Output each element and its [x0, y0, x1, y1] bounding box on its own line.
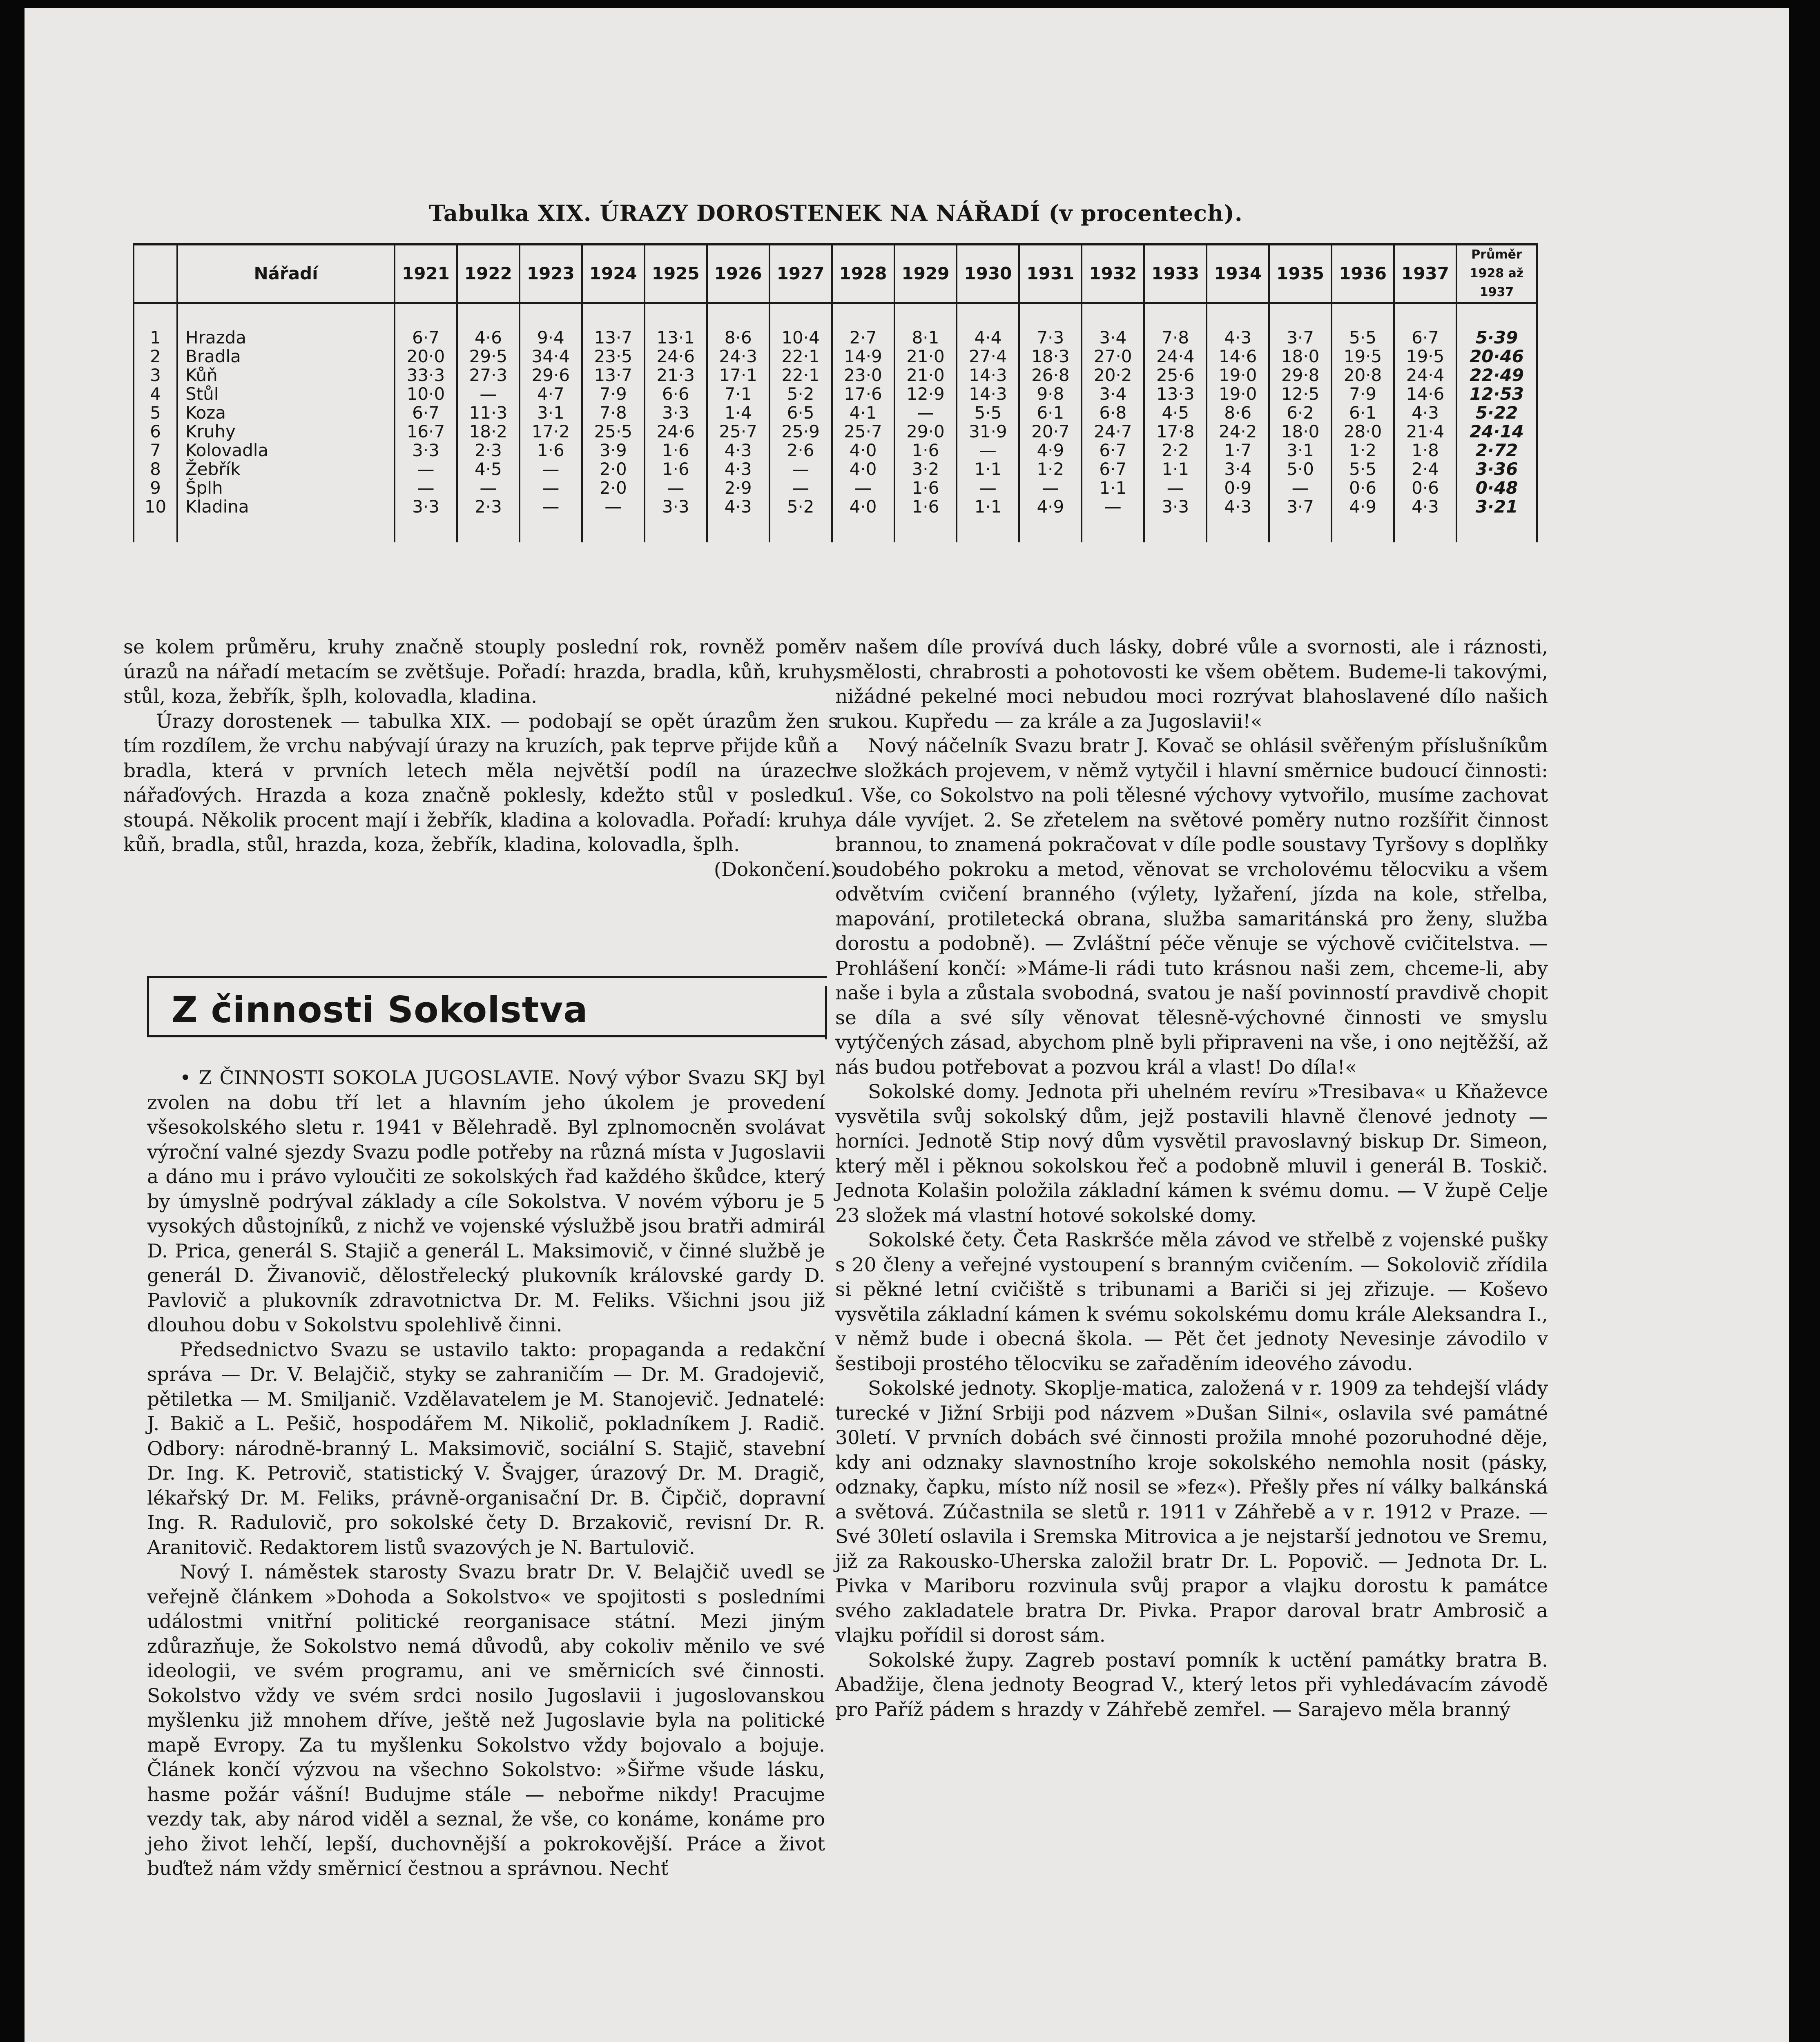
value-cell: 29·0 — [894, 422, 957, 441]
value-cell: 4·9 — [1332, 497, 1394, 542]
value-cell: 2·2 — [1144, 441, 1207, 460]
value-cell: 17·8 — [1144, 422, 1207, 441]
table-row — [134, 403, 1537, 422]
table-row — [134, 366, 1537, 385]
header-index — [134, 244, 177, 303]
value-cell: 20·7 — [1019, 422, 1082, 441]
paragraph: Sokolské jednoty. Skoplje-matica, založená v r. 1909 za tehdejší vlády turecké v Jižní Srbiji pod názvem »Dušan Silni«, oslavila své památné 30letí. V prvních dobách své činnosti prožila mnohé pozoruhodné děje, kdy ani odznaky slavnostního kroje sokolského nemohla nosit (pásky, odznaky, čapku, místo níž nosil se »fez«). Přešly přes ní války balkánská a světová. Zúčastnila se sletů r. 1911 v Záhřebě a v r. 1912 v Praze. — Své 30letí oslavila i Sremska Mitrovica a je nejstarší jednotou ve Sremu, již za Rakousko-Uherska založil bratr Dr. L. Popovič. — Jednota Dr. L. Pivka v Mariboru rozvinula svůj prapor a vlajku dorostu k památce svého zakladatele bratra Dr. Pivka. Prapor daroval bratr Ambrosič a vlajku pořídil si dorost sám. — [835, 1377, 1548, 1647]
value-cell: 4·3 — [1394, 403, 1456, 422]
value-cell: 29·8 — [1269, 366, 1332, 385]
section-heading-text: Z činnosti Sokolstva — [172, 989, 588, 1031]
value-cell: 6·1 — [1332, 403, 1394, 422]
value-cell: 24·4 — [1394, 366, 1456, 385]
value-cell: 6·7 — [395, 403, 457, 422]
value-cell: 4·3 — [1207, 497, 1269, 542]
value-cell: 4·9 — [1019, 497, 1082, 542]
value-cell: 17·1 — [707, 366, 769, 385]
value-cell: 4·3 — [1207, 303, 1269, 348]
value-cell: 13·7 — [582, 366, 645, 385]
value-cell: 2·3 — [457, 497, 520, 542]
value-cell: 1·6 — [894, 497, 957, 542]
value-cell: 17·6 — [832, 385, 894, 403]
value-cell: 4·0 — [832, 460, 894, 479]
table-caption: Tabulka XIX. ÚRAZY DOROSTENEK NA NÁŘADÍ (v procentech). — [429, 200, 1243, 226]
value-cell: 25·7 — [832, 422, 894, 441]
paragraph: Sokolské župy. Zagreb postaví pomník k uctění památky bratra B. Abadžije, člena jednoty Beograd V., který letos při vyhledávacím závodě pro Paříž pádem s hrazdy v Záhřebě zemřel. — Sarajevo měla branný — [835, 1649, 1548, 1721]
paragraph: Nový I. náměstek starosty Svazu bratr Dr. V. Belajčič uvedl se veřejně článkem »Dohoda a Sokolstvo« ve spojitosti s posledními událostmi vnitřní politické reorganisace státní. Mezi jiným zdůrazňuje, že Sokolstvo nemá důvodů, aby cokoliv měnilo ve své ideologii, ve svém programu, ani ve směrnicích své činnosti. Sokolstvo vždy ve svém srdci nosilo Jugoslavii i jugoslovanskou myšlenku již mnohem dříve, ještě než Jugoslavie byla na politické mapě Evropy. Za tu myšlenku Sokolstvo vždy bojovalo a bojuje. Článek končí výzvou na všechno Sokolstvo: »Šiřme všude lásku, hasme požár vášní! Budujme stále — nebořme nikdy! Pracujme vezdy tak, aby národ viděl a seznal, že vše, co konáme, konáme pro jeho život lehčí, lepší, duchovnější a pokrokovější. Práce a život buďtež nám vždy směrnicí čestnou a správnou. Nechť — [147, 1561, 825, 1880]
value-cell: 1·1 — [957, 497, 1019, 542]
value-cell: 7·9 — [582, 385, 645, 403]
header-year: 1928 — [832, 244, 894, 303]
value-cell: 4·9 — [1019, 441, 1082, 460]
value-cell: 4·3 — [707, 497, 769, 542]
value-cell: 4·7 — [520, 385, 582, 403]
paragraph: se kolem průměru, kruhy značně stouply poslední rok, rovněž poměr úrazů na nářadí metacím se zvětšuje. Pořadí: hrazda, bradla, kůň, kruhy, stůl, koza, žebřík, šplh, kolovadla, kladina. — [123, 636, 838, 708]
value-cell: — — [832, 479, 894, 497]
value-cell: 3·7 — [1269, 303, 1332, 348]
average-cell: 22·49 — [1456, 366, 1537, 385]
value-cell: — — [520, 479, 582, 497]
row-index: 2 — [134, 347, 177, 366]
value-cell: 6·7 — [1082, 460, 1144, 479]
table-row — [134, 441, 1537, 460]
value-cell: 3·3 — [1144, 497, 1207, 542]
value-cell: 24·6 — [645, 347, 707, 366]
value-cell: 1·6 — [645, 460, 707, 479]
value-cell: 0·6 — [1332, 479, 1394, 497]
header-average: Průměr 1928 až 1937 — [1456, 244, 1537, 303]
value-cell: 10·0 — [395, 385, 457, 403]
apparatus-name: Kolovadla — [177, 441, 395, 460]
value-cell: — — [957, 441, 1019, 460]
value-cell: 8·1 — [894, 303, 957, 348]
value-cell: 1·6 — [894, 441, 957, 460]
value-cell: 26·8 — [1019, 366, 1082, 385]
paragraph: Předsednictvo Svazu se ustavilo takto: propaganda a redakční správa — Dr. V. Belajčič, styky se zahraničím — Dr. M. Gradojevič, pětiletka — M. Smiljanič. Vzdělavatelem je M. Stanojevič. Jednatelé: J. Bakič a L. Pešič, hospodářem M. Nikolič, pokladníkem J. Radič. Odbory: národně-branný L. Maksimovič, sociální S. Stajič, stavební Dr. Ing. K. Petrovič, statistický V. Švajger, úrazový Dr. M. Dragič, lékařský Dr. M. Feliks, právně-organisační Dr. B. Čipčič, dopravní Ing. R. Radulovič, pro sokolské čety D. Brzakovič, revisní Dr. R. Aranitovič. Redaktorem listů svazových je N. Bartulovič. — [147, 1338, 825, 1559]
value-cell: 3·4 — [1207, 460, 1269, 479]
header-year: 1936 — [1332, 244, 1394, 303]
left-column-bottom — [147, 1066, 825, 1881]
value-cell: 11·3 — [457, 403, 520, 422]
table-body — [134, 303, 1537, 543]
value-cell: — — [1144, 479, 1207, 497]
value-cell: 24·4 — [1144, 347, 1207, 366]
value-cell: 5·2 — [769, 385, 832, 403]
value-cell: 4·1 — [832, 403, 894, 422]
header-year: 1927 — [769, 244, 832, 303]
value-cell: 1·1 — [1082, 479, 1144, 497]
apparatus-name: Stůl — [177, 385, 395, 403]
value-cell: 21·3 — [645, 366, 707, 385]
injury-table — [133, 243, 1538, 542]
value-cell: 5·2 — [769, 497, 832, 542]
apparatus-name: Šplh — [177, 479, 395, 497]
apparatus-name: Kladina — [177, 497, 395, 542]
value-cell: 5·5 — [957, 403, 1019, 422]
value-cell: 19·5 — [1394, 347, 1456, 366]
value-cell: — — [520, 460, 582, 479]
continuation-note: (Dokončení.) — [714, 858, 838, 881]
value-cell: 6·7 — [1394, 303, 1456, 348]
value-cell: 3·3 — [645, 497, 707, 542]
value-cell: — — [582, 497, 645, 542]
value-cell: 19·0 — [1207, 366, 1269, 385]
row-index: 6 — [134, 422, 177, 441]
value-cell: 29·5 — [457, 347, 520, 366]
value-cell: 4·0 — [832, 497, 894, 542]
value-cell: 1·4 — [707, 403, 769, 422]
header-year: 1921 — [395, 244, 457, 303]
value-cell: 7·8 — [1144, 303, 1207, 348]
paragraph: Sokolské čety. Četa Raskršće měla závod ve střelbě z vojenské pušky s 20 členy a veřejné vystoupení s branným cvičením. — Sokolovič zřídila si pěkné letní cvičiště s tribunami a Bariči si jej zřizuje. — Koševo vysvětila základní kámen k svému sokolskému domu krále Aleksandra I., v němž bude i obecná škola. — Pět čet jednoty Nevesinje závodilo v šestiboji prostého tělocviku se zařaděním ideového závodu. — [835, 1229, 1548, 1375]
value-cell: 3·1 — [520, 403, 582, 422]
value-cell: 14·9 — [832, 347, 894, 366]
value-cell: 4·5 — [1144, 403, 1207, 422]
paragraph: v našem díle provívá duch lásky, dobré vůle a svornosti, ale i ráznosti, smělosti, chrabrosti a pohotovosti ke všem obětem. Budeme-li takovými, nižádné pekelné moci nebudou moci rozrývat blahoslavené dílo našich rukou. Kupředu — za krále a za Jugoslavii!« — [835, 636, 1548, 733]
value-cell: 1·8 — [1394, 441, 1456, 460]
value-cell: — — [769, 479, 832, 497]
value-cell: 21·4 — [1394, 422, 1456, 441]
value-cell: 20·0 — [395, 347, 457, 366]
table-row — [134, 385, 1537, 403]
value-cell: — — [1082, 497, 1144, 542]
value-cell: 1·1 — [1144, 460, 1207, 479]
value-cell: 3·3 — [395, 441, 457, 460]
table-row — [134, 422, 1537, 441]
header-year: 1924 — [582, 244, 645, 303]
value-cell: — — [520, 497, 582, 542]
value-cell: 22·1 — [769, 347, 832, 366]
value-cell: 24·7 — [1082, 422, 1144, 441]
value-cell: — — [957, 479, 1019, 497]
paragraph: Nový náčelník Svazu bratr J. Kovač se ohlásil svěřeným příslušníkům ve složkách projevem, v němž vytyčil i hlavní směrnice budoucí činnosti: 1. Vše, co Sokolstvo na poli tělesné výchovy vytvořilo, musíme zachovat a dále vyvíjet. 2. Se zřetelem na světové poměry nutno rozšířit činnost brannou, to znamená pokračovat v díle podle soustavy Tyršovy s doplňky soudobého pokroku a metod, věnovat se vrcholovému tělocviku a všem odvětvím cvičení branného (výlety, lyžaření, jízda na kole, střelba, mapování, protiletecká obrana, služba samaritánská pro ženy, služba dorostu a podobně). — Zvláštní péče věnuje se výchově cvičitelstva. — Prohlášení končí: »Máme-li rádi tuto krásnou naši zem, chceme-li, aby naše i byla a zůstala svobodná, svatou je naší povinností pravdivě chopit se díla a své síly věnovat tělesně-výchovné činnosti ve smyslu vytýčených zásad, abychom plně byli připraveni na vše, i ono nejtěžší, až nás budou potřebovat a pozvou král a vlast! Do díla!« — [835, 735, 1548, 1079]
value-cell: 18·3 — [1019, 347, 1082, 366]
value-cell: 2·6 — [769, 441, 832, 460]
right-column — [835, 635, 1548, 1722]
value-cell: 7·3 — [1019, 303, 1082, 348]
left-column-top — [123, 635, 838, 882]
value-cell: 13·1 — [645, 303, 707, 348]
value-cell: 1·7 — [1207, 441, 1269, 460]
apparatus-name: Hrazda — [177, 303, 395, 348]
value-cell: 19·0 — [1207, 385, 1269, 403]
value-cell: 4·4 — [957, 303, 1019, 348]
value-cell: 4·0 — [832, 441, 894, 460]
value-cell: 25·5 — [582, 422, 645, 441]
header-year: 1932 — [1082, 244, 1144, 303]
value-cell: — — [457, 479, 520, 497]
value-cell: 21·0 — [894, 347, 957, 366]
value-cell: 13·7 — [582, 303, 645, 348]
value-cell: 21·0 — [894, 366, 957, 385]
value-cell: 5·5 — [1332, 303, 1394, 348]
value-cell: 6·7 — [395, 303, 457, 348]
average-cell: 5·22 — [1456, 403, 1537, 422]
apparatus-name: Bradla — [177, 347, 395, 366]
value-cell: 18·0 — [1269, 422, 1332, 441]
value-cell: 7·1 — [707, 385, 769, 403]
value-cell: — — [769, 460, 832, 479]
value-cell: 17·2 — [520, 422, 582, 441]
value-cell: 0·9 — [1207, 479, 1269, 497]
average-cell: 24·14 — [1456, 422, 1537, 441]
average-cell: 3·36 — [1456, 460, 1537, 479]
value-cell: 6·2 — [1269, 403, 1332, 422]
value-cell: 6·1 — [1019, 403, 1082, 422]
value-cell: 1·2 — [1332, 441, 1394, 460]
value-cell: 18·2 — [457, 422, 520, 441]
value-cell: 2·0 — [582, 460, 645, 479]
row-index: 9 — [134, 479, 177, 497]
value-cell: 2·3 — [457, 441, 520, 460]
value-cell: 27·4 — [957, 347, 1019, 366]
value-cell: 6·7 — [1082, 441, 1144, 460]
table-row — [134, 460, 1537, 479]
value-cell: 14·6 — [1207, 347, 1269, 366]
value-cell: 14·3 — [957, 385, 1019, 403]
value-cell: 25·9 — [769, 422, 832, 441]
header-year: 1926 — [707, 244, 769, 303]
value-cell: 9·4 — [520, 303, 582, 348]
value-cell: 25·7 — [707, 422, 769, 441]
value-cell: 18·0 — [1269, 347, 1332, 366]
value-cell: 24·3 — [707, 347, 769, 366]
row-index: 1 — [134, 303, 177, 348]
value-cell: 8·6 — [707, 303, 769, 348]
header-year: 1937 — [1394, 244, 1456, 303]
value-cell: — — [457, 385, 520, 403]
header-year: 1933 — [1144, 244, 1207, 303]
value-cell: 4·6 — [457, 303, 520, 348]
apparatus-name: Koza — [177, 403, 395, 422]
value-cell: 3·2 — [894, 460, 957, 479]
table-row — [134, 479, 1537, 497]
value-cell: 1·6 — [645, 441, 707, 460]
average-cell: 20·46 — [1456, 347, 1537, 366]
value-cell: 12·9 — [894, 385, 957, 403]
value-cell: 3·3 — [395, 497, 457, 542]
value-cell: 2·0 — [582, 479, 645, 497]
value-cell: — — [395, 460, 457, 479]
value-cell: 1·6 — [520, 441, 582, 460]
value-cell: 27·0 — [1082, 347, 1144, 366]
value-cell: — — [894, 403, 957, 422]
table-row — [134, 497, 1537, 542]
value-cell: 28·0 — [1332, 422, 1394, 441]
value-cell: 24·2 — [1207, 422, 1269, 441]
value-cell: 25·6 — [1144, 366, 1207, 385]
header-year: 1934 — [1207, 244, 1269, 303]
value-cell: 10·4 — [769, 303, 832, 348]
paragraph: Úrazy dorostenek — tabulka XIX. — podobají se opět úrazům žen s tím rozdílem, že vrchu nabývají úrazy na kruzích, pak teprve přijde kůň a bradla, která v prvních letech měla největší podíl na úrazech nářaďových. Hrazda a koza značně poklesly, kdežto stůl v posledku stoupá. Několik procent mají i žebřík, kladina a kolovadla. Pořadí: kruhy, kůň, bradla, stůl, hrazda, koza, žebřík, kladina, kolovadla, šplh. — [123, 710, 838, 856]
value-cell: 2·7 — [832, 303, 894, 348]
value-cell: 13·3 — [1144, 385, 1207, 403]
value-cell: — — [1269, 479, 1332, 497]
value-cell: 6·5 — [769, 403, 832, 422]
value-cell: 0·6 — [1394, 479, 1456, 497]
header-apparatus: Nářadí — [177, 244, 395, 303]
header-year: 1922 — [457, 244, 520, 303]
apparatus-name: Kruhy — [177, 422, 395, 441]
row-index: 10 — [134, 497, 177, 542]
value-cell: — — [395, 479, 457, 497]
value-cell: 6·6 — [645, 385, 707, 403]
value-cell: 5·5 — [1332, 460, 1394, 479]
value-cell: — — [1019, 479, 1082, 497]
apparatus-name: Kůň — [177, 366, 395, 385]
row-index: 8 — [134, 460, 177, 479]
value-cell: 14·3 — [957, 366, 1019, 385]
value-cell: 22·1 — [769, 366, 832, 385]
header-year: 1925 — [645, 244, 707, 303]
header-year: 1931 — [1019, 244, 1082, 303]
header-year: 1935 — [1269, 244, 1332, 303]
value-cell: 12·5 — [1269, 385, 1332, 403]
value-cell: — — [645, 479, 707, 497]
value-cell: 8·6 — [1207, 403, 1269, 422]
value-cell: 1·6 — [894, 479, 957, 497]
table-header-row — [134, 244, 1537, 303]
average-cell: 3·21 — [1456, 497, 1537, 542]
value-cell: 24·6 — [645, 422, 707, 441]
value-cell: 4·3 — [707, 441, 769, 460]
value-cell: 7·9 — [1332, 385, 1394, 403]
average-cell: 12·53 — [1456, 385, 1537, 403]
value-cell: 4·5 — [457, 460, 520, 479]
table-row — [134, 347, 1537, 366]
section-heading — [147, 976, 827, 1037]
value-cell: 3·9 — [582, 441, 645, 460]
header-year: 1930 — [957, 244, 1019, 303]
row-index: 5 — [134, 403, 177, 422]
header-year: 1929 — [894, 244, 957, 303]
row-index: 4 — [134, 385, 177, 403]
value-cell: 4·3 — [707, 460, 769, 479]
value-cell: 3·3 — [645, 403, 707, 422]
apparatus-name: Žebřík — [177, 460, 395, 479]
value-cell: 3·4 — [1082, 385, 1144, 403]
header-year: 1923 — [520, 244, 582, 303]
value-cell: 20·2 — [1082, 366, 1144, 385]
value-cell: 6·8 — [1082, 403, 1144, 422]
value-cell: 19·5 — [1332, 347, 1394, 366]
value-cell: 16·7 — [395, 422, 457, 441]
value-cell: 20·8 — [1332, 366, 1394, 385]
value-cell: 23·0 — [832, 366, 894, 385]
row-index: 3 — [134, 366, 177, 385]
value-cell: 29·6 — [520, 366, 582, 385]
table-row — [134, 303, 1537, 348]
value-cell: 9·8 — [1019, 385, 1082, 403]
value-cell: 1·1 — [957, 460, 1019, 479]
average-cell: 0·48 — [1456, 479, 1537, 497]
value-cell: 3·7 — [1269, 497, 1332, 542]
value-cell: 3·1 — [1269, 441, 1332, 460]
value-cell: 4·3 — [1394, 497, 1456, 542]
value-cell: 33·3 — [395, 366, 457, 385]
value-cell: 31·9 — [957, 422, 1019, 441]
row-index: 7 — [134, 441, 177, 460]
average-cell: 5·39 — [1456, 303, 1537, 348]
paragraph: • Z ČINNOSTI SOKOLA JUGOSLAVIE. Nový výbor Svazu SKJ byl zvolen na dobu tří let a hlavním jeho úkolem je provedení všesokolského sletu r. 1941 v Bělehradě. Byl zplnomocněn svolávat výroční valné sjezdy Svazu podle potřeby na různá místa v Jugoslavii a dáno mu i právo vyloučiti ze sokolských řad každého škůdce, který by úmyslně podrýval základy a cíle Sokolstva. V novém výboru je 5 vysokých důstojníků, z nichž ve vojenské výslužbě jsou bratři admirál D. Prica, generál S. Stajič a generál L. Maksimovič, v činné službě je generál D. Živanovič, dělostřelecký plukovník královské gardy D. Pavlovič a plukovník zdravotnictva Dr. M. Feliks. Všichni jsou již dlouhou dobu v Sokolstvu spolehlivě činni. — [147, 1067, 825, 1336]
value-cell: 27·3 — [457, 366, 520, 385]
value-cell: 2·9 — [707, 479, 769, 497]
value-cell: 23·5 — [582, 347, 645, 366]
average-cell: 2·72 — [1456, 441, 1537, 460]
value-cell: 7·8 — [582, 403, 645, 422]
value-cell: 5·0 — [1269, 460, 1332, 479]
document-page — [25, 8, 1789, 2042]
value-cell: 1·2 — [1019, 460, 1082, 479]
value-cell: 14·6 — [1394, 385, 1456, 403]
value-cell: 3·4 — [1082, 303, 1144, 348]
value-cell: 34·4 — [520, 347, 582, 366]
value-cell: 2·4 — [1394, 460, 1456, 479]
paragraph: Sokolské domy. Jednota při uhelném revíru »Tresibava« u Kňaževce vysvětila svůj sokolský dům, jejž postavili hlavně členové jednoty — horníci. Jednotě Stip nový dům vysvětil pravoslavný biskup Dr. Simeon, který měl i pěknou sokolskou řeč a podobně mluvil i generál B. Toskič. Jednota Kolašin položila základní kámen k svému domu. — V župě Celje 23 složek má vlastní hotové sokolské domy. — [835, 1081, 1548, 1227]
